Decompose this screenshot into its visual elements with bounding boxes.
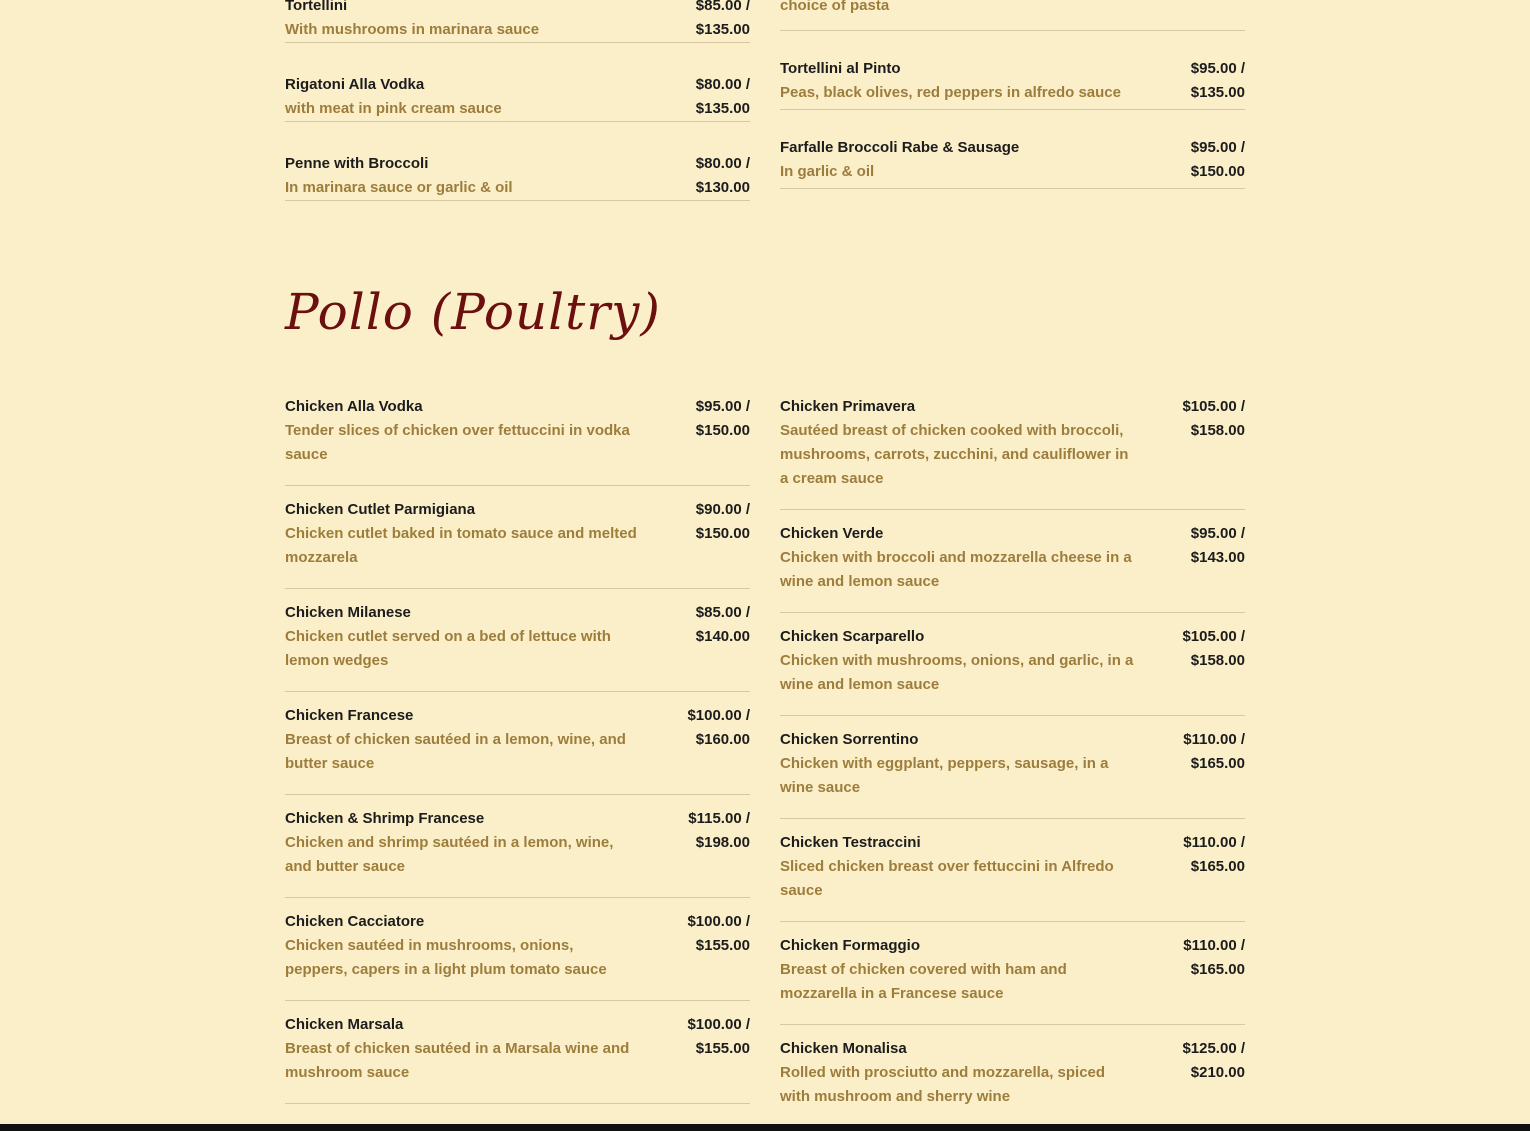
price-half: $105.00 /: [1182, 398, 1245, 415]
item-name: Chicken Cutlet Parmigiana: [285, 501, 476, 518]
item-description: With mushrooms in marinara sauce: [285, 21, 540, 38]
item-price: [687, 704, 750, 752]
menu-item: [285, 43, 750, 122]
item-description: with meat in pink cream sauce: [285, 100, 502, 117]
item-price: [687, 1013, 750, 1061]
pasta-right-column: [780, 0, 1245, 189]
price-half: $85.00 /: [695, 604, 750, 621]
item-price: [696, 395, 750, 443]
item-description: Chicken cutlet baked in tomato sauce and melted mozzarela: [285, 525, 637, 566]
menu-item: [285, 1013, 750, 1104]
item-description: Breast of chicken sautéed in a Marsala wine and mushroom sauce: [285, 1040, 630, 1081]
item-name: Chicken Marsala: [285, 1016, 404, 1033]
menu-item: [780, 831, 1245, 922]
item-name: Chicken Testraccini: [780, 834, 921, 851]
menu-item: [780, 625, 1245, 716]
item-description: Breast of chicken covered with ham and mozzarella in a Francese sauce: [780, 961, 1067, 1002]
price-full: $155.00: [695, 937, 750, 954]
item-price: [1182, 625, 1245, 673]
item-price: [1182, 395, 1245, 443]
item-name: Chicken & Shrimp Francese: [285, 810, 485, 827]
item-name: Chicken Scarparello: [780, 628, 925, 645]
price-half: $100.00 /: [687, 707, 750, 724]
price-full: $165.00: [1190, 755, 1245, 772]
price-full: $165.00: [1190, 858, 1245, 875]
footer-bar: [0, 1124, 1530, 1131]
item-name: Chicken Cacciatore: [285, 913, 425, 930]
price-half: $95.00 /: [1190, 139, 1245, 156]
menu-item: [780, 728, 1245, 819]
item-name: Farfalle Broccoli Rabe & Sausage: [780, 139, 1020, 156]
section-title-poultry: Pollo (Poultry): [285, 283, 661, 341]
item-price: [696, 498, 750, 546]
price-half: $95.00 /: [695, 398, 750, 415]
price-half: $110.00 /: [1183, 834, 1245, 851]
item-name: Tortellini al Pinto: [780, 60, 901, 77]
price-half: $110.00 /: [1183, 731, 1245, 748]
item-price: [1191, 522, 1245, 570]
item-price: [1183, 934, 1245, 982]
item-name: Chicken Monalisa: [780, 1040, 907, 1057]
menu-item: [780, 0, 1245, 31]
menu-item: [780, 110, 1245, 189]
menu-item: [285, 498, 750, 589]
price-full: $158.00: [1190, 652, 1245, 669]
price-full: $158.00: [1190, 422, 1245, 439]
item-description: Tender slices of chicken over fettuccini in vodka sauce: [285, 422, 630, 463]
item-name: Rigatoni Alla Vodka: [285, 76, 425, 93]
price-half: $85.00 /: [695, 0, 750, 14]
item-price: [1191, 136, 1245, 184]
price-half: $110.00 /: [1183, 937, 1245, 954]
price-half: $105.00 /: [1182, 628, 1245, 645]
price-full: $165.00: [1190, 961, 1245, 978]
item-name: Chicken Verde: [780, 525, 884, 542]
item-price: [1191, 57, 1245, 105]
price-full: $150.00: [695, 422, 750, 439]
menu-item: [285, 395, 750, 486]
price-full: $135.00: [695, 21, 750, 38]
item-name: Tortellini: [285, 0, 348, 14]
price-full: $135.00: [1190, 84, 1245, 101]
menu-item: [780, 934, 1245, 1025]
menu-item: [780, 395, 1245, 510]
price-half: $90.00 /: [695, 501, 750, 518]
item-description: Chicken with eggplant, peppers, sausage, in a wine sauce: [780, 755, 1109, 796]
price-half: $115.00 /: [688, 810, 750, 827]
item-description: Rolled with prosciutto and mozzarella, spiced with mushroom and sherry wine: [780, 1064, 1106, 1105]
item-name: Chicken Milanese: [285, 604, 411, 621]
poultry-left-column: [285, 395, 750, 1116]
menu-item: [285, 910, 750, 1001]
item-name: Penne with Broccoli: [285, 155, 429, 172]
price-half: $95.00 /: [1190, 60, 1245, 77]
item-price: [1183, 831, 1245, 879]
price-full: $135.00: [695, 100, 750, 117]
item-description: In marinara sauce or garlic & oil: [285, 179, 513, 196]
price-full: $210.00: [1190, 1064, 1245, 1081]
price-half: $80.00 /: [695, 76, 750, 93]
price-full: $150.00: [1190, 163, 1245, 180]
price-half: $100.00 /: [687, 913, 750, 930]
price-full: $160.00: [695, 731, 750, 748]
price-full: $130.00: [695, 179, 750, 196]
item-price: [1183, 728, 1245, 776]
price-half: $125.00 /: [1182, 1040, 1245, 1057]
item-name: Chicken Sorrentino: [780, 731, 919, 748]
item-price: [696, 152, 750, 200]
price-full: $140.00: [695, 628, 750, 645]
item-description: choice of pasta: [780, 0, 890, 14]
item-description: Chicken and shrimp sautéed in a lemon, wine, and butter sauce: [285, 834, 614, 875]
price-half: $80.00 /: [695, 155, 750, 172]
menu-item: [780, 1037, 1245, 1128]
item-price: [696, 0, 750, 42]
item-description: Sautéed breast of chicken cooked with broccoli, mushrooms, carrots, zucchini, and cauliflower in a cream sauce: [780, 422, 1129, 487]
item-price: [696, 601, 750, 649]
price-full: $198.00: [695, 834, 750, 851]
item-description: Chicken sautéed in mushrooms, onions, peppers, capers in a light plum tomato sauce: [285, 937, 607, 978]
item-description: Chicken with mushrooms, onions, and garlic, in a wine and lemon sauce: [780, 652, 1134, 693]
item-price: [687, 910, 750, 958]
item-price: [696, 73, 750, 121]
item-name: Chicken Formaggio: [780, 937, 921, 954]
item-description: Sliced chicken breast over fettuccini in Alfredo sauce: [780, 858, 1114, 899]
pasta-left-column: [285, 0, 750, 201]
menu-item: [780, 31, 1245, 110]
price-half: $95.00 /: [1190, 525, 1245, 542]
item-price: [1182, 1037, 1245, 1085]
item-price: [688, 807, 750, 855]
menu-item: [285, 122, 750, 201]
menu-item: [285, 0, 750, 43]
item-description: Chicken with broccoli and mozzarella cheese in a wine and lemon sauce: [780, 549, 1132, 590]
price-full: $150.00: [695, 525, 750, 542]
price-full: $155.00: [695, 1040, 750, 1057]
item-description: Breast of chicken sautéed in a lemon, wine, and butter sauce: [285, 731, 626, 772]
menu-item: [285, 704, 750, 795]
price-full: $143.00: [1190, 549, 1245, 566]
item-description: In garlic & oil: [780, 163, 875, 180]
item-description: Chicken cutlet served on a bed of lettuce with lemon wedges: [285, 628, 611, 669]
menu-item: [285, 601, 750, 692]
item-name: Chicken Alla Vodka: [285, 398, 423, 415]
item-name: Chicken Francese: [285, 707, 414, 724]
menu-item: [285, 807, 750, 898]
price-half: $100.00 /: [687, 1016, 750, 1033]
item-description: Peas, black olives, red peppers in alfredo sauce: [780, 84, 1121, 101]
item-name: Chicken Primavera: [780, 398, 916, 415]
menu-item: [780, 522, 1245, 613]
poultry-right-column: [780, 395, 1245, 1131]
